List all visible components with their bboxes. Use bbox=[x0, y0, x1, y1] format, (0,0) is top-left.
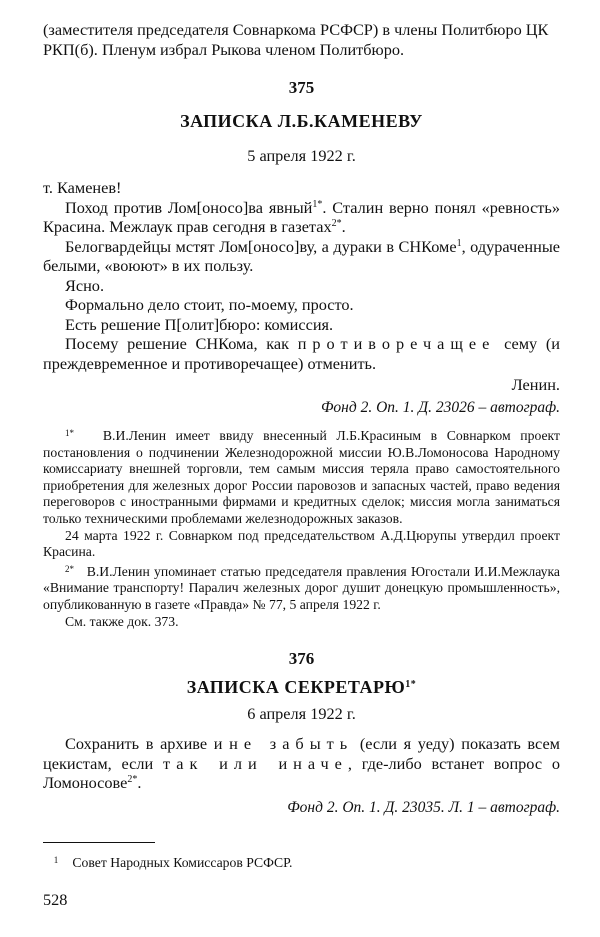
archive-source: Фонд 2. Оп. 1. Д. 23026 – автограф. bbox=[320, 399, 560, 416]
doc-date: 5 апреля 1922 г. bbox=[247, 146, 356, 165]
paragraph: Поход против Лом[оносо]ва явный$^{1*}$. Сталин верно понял «ревность» Красина. Межлаук прав сегодня в газетах$^{2*}$. bbox=[43, 197, 560, 236]
spaced-emphasis: так или иначе bbox=[162, 753, 348, 773]
paragraph: Формально дело стоит, по-моему, просто. bbox=[65, 295, 354, 314]
letter-body bbox=[43, 734, 560, 817]
archive-source: Фонд 2. Оп. 1. Д. 23035. Л. 1 – автограф. bbox=[287, 798, 560, 816]
page-number: 528 bbox=[43, 890, 68, 909]
doc-number: 376 bbox=[288, 649, 315, 669]
paragraph: Ясно. bbox=[65, 275, 105, 295]
footnote-ref: 2* bbox=[127, 774, 138, 786]
spaced-emphasis: противоречащее bbox=[297, 334, 496, 353]
paragraph: Белогвардейцы мстят Лом[оносо]ву, а дураки в СНКоме$^1$, одураченные белыми, «воюют» в их пользу. bbox=[43, 236, 560, 275]
footnote-mark: 1* bbox=[65, 428, 74, 438]
letter-body bbox=[43, 178, 560, 417]
signature: Ленин. bbox=[511, 375, 560, 394]
footnote: $^{2*}$ В.И.Ленин упоминает статью председателя правления Югостали И.И.Межлаука «Внимание транспорту! Паралич железных дорог душит донецкую промышленность», опубликованную в газете «Правда» № 77, 5 апреля 1922 г. bbox=[43, 563, 561, 612]
footnote-mark: 2* bbox=[65, 563, 74, 574]
footnote: $^{1*}$ В.И.Ленин имеет ввиду внесенный Л.Б.Красиным в Совнарком проект постановления о подчинении Железнодорожной миссии Ю.В.Ломоносова Народному комиссариату внешней торговли, тем самым миссия теряла право самостоятельного приобретения для железных дорог России паровозов и запасных частей, право ведения переговоров с иностранными фирмами и кредитных сделок; миссия могла заниматься только техническими проблемами железнодорожных заказов. bbox=[43, 428, 561, 526]
intro-text bbox=[43, 20, 560, 59]
footnote-ref: 2* bbox=[331, 218, 342, 229]
spaced-emphasis: не забыть bbox=[229, 734, 354, 754]
intro-line: (заместителя председателя Совнаркома РСФСР) в члены Политбюро ЦК РКП(б). Пленум избрал Рыкова членом Политбюро. bbox=[43, 20, 549, 59]
footnote-ref: 1* bbox=[405, 679, 417, 691]
page-footnote: 1 Совет Народных Комиссаров РСФСР. bbox=[43, 852, 560, 872]
footnote-rule bbox=[43, 842, 155, 843]
doc-number: 375 bbox=[288, 78, 315, 97]
doc-date: 6 апреля 1922 г. bbox=[247, 704, 356, 724]
paragraph: Есть решение П[олит]бюро: комиссия. bbox=[65, 314, 334, 334]
salutation: т. Каменев! bbox=[43, 178, 122, 197]
doc-title: ЗАПИСКА $СЕКРЕТАРЮ^{1*}$ bbox=[186, 677, 417, 698]
paragraph: Сохранить в архиве и не забыть (если я уеду) показать всем цекистам, если так или иначе, где-либо встанет вопрос о Ломоносове$^{2*}$. bbox=[43, 734, 560, 793]
see-also: См. также док. 373. bbox=[65, 613, 179, 629]
footnotes bbox=[43, 425, 560, 630]
footnote-mark: 1 bbox=[53, 855, 59, 865]
doc-title: ЗАПИСКА Л.Б.КАМЕНЕВУ bbox=[180, 111, 423, 131]
paragraph: Посему решение СНКома, как противоречащее сему (и преждевременное и противоречащее) отменить. bbox=[43, 334, 560, 373]
footnote: 24 марта 1922 г. Совнарком под председательством А.Д.Цюрупы утвердил проект Красина. bbox=[43, 527, 560, 560]
footnote-ref: 1 bbox=[456, 237, 462, 249]
footnote-ref: 1* bbox=[312, 198, 323, 210]
